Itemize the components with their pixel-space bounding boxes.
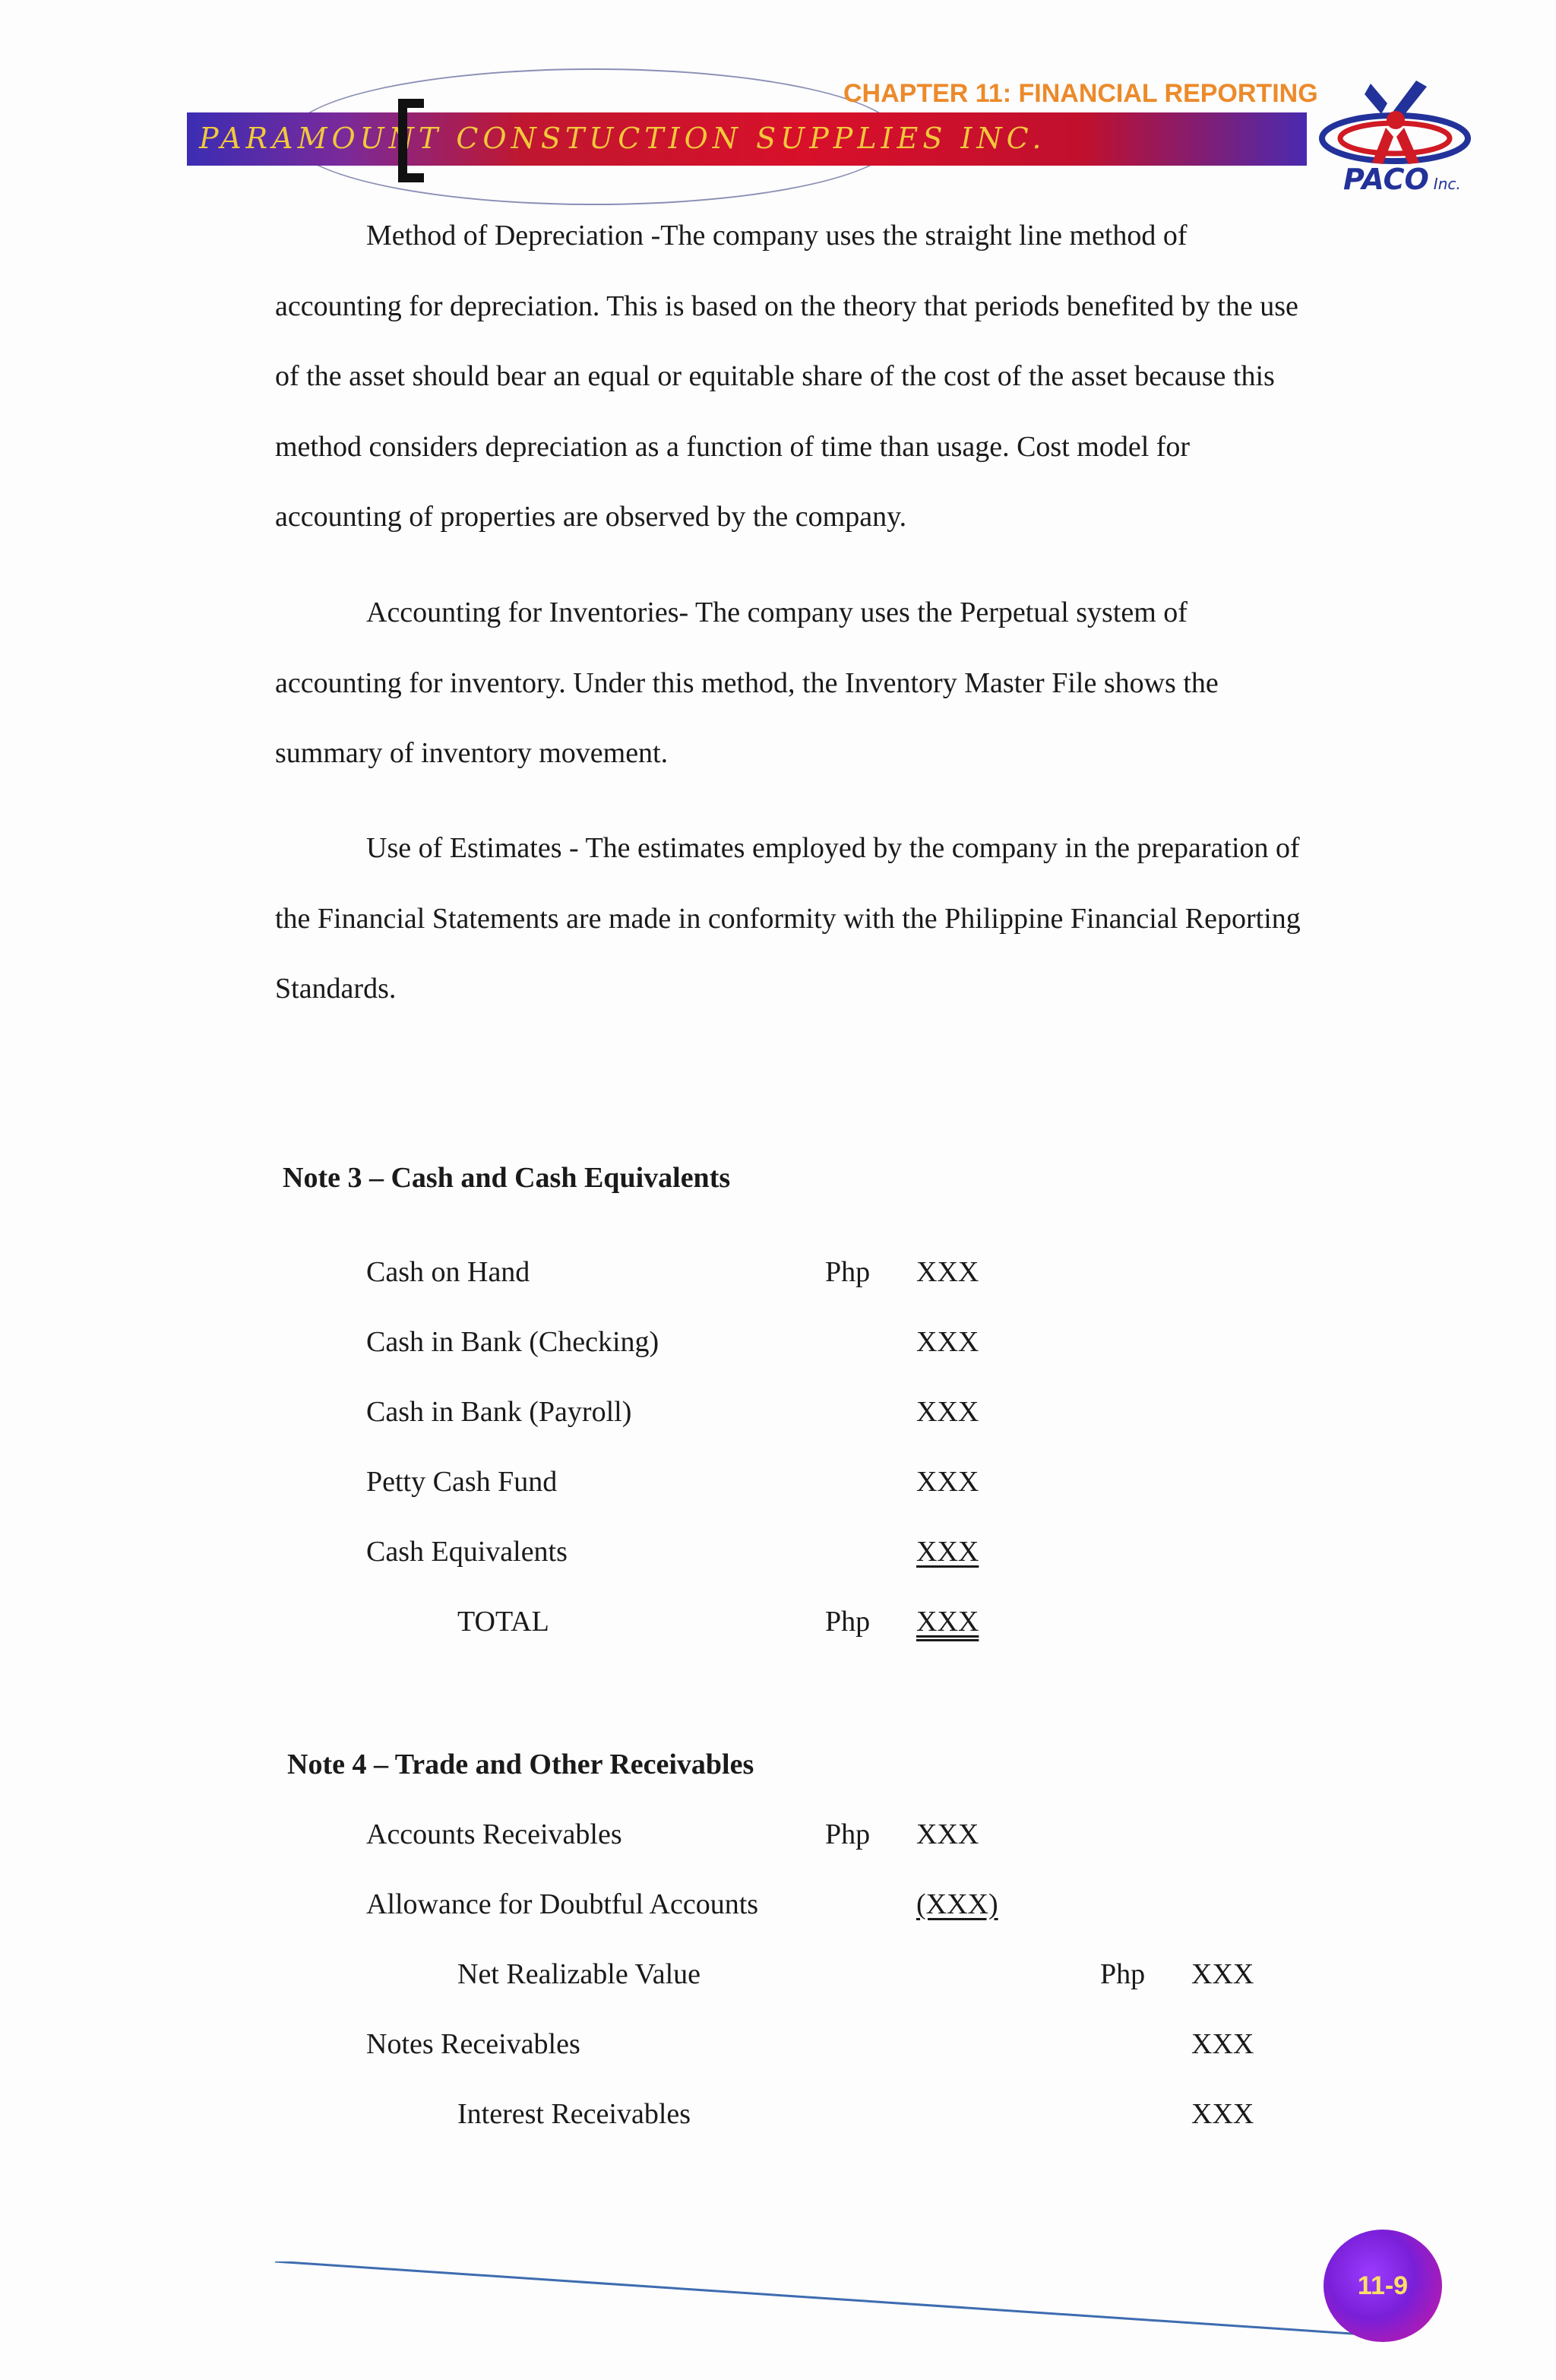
note4-label-interest-receivables: Interest Receivables xyxy=(457,2098,691,2130)
logo-name: PACO xyxy=(1343,163,1429,196)
note4-label-notes-receivables: Notes Receivables xyxy=(366,2028,580,2060)
note3-total-amount: XXX xyxy=(916,1606,979,1638)
logo-text xyxy=(1343,163,1461,196)
text-line: accounting of properties are observed by the company. xyxy=(275,501,907,533)
note3-heading: Note 3 – Cash and Cash Equivalents xyxy=(283,1162,731,1194)
text-line: method considers depreciation as a function of time than usage. Cost model for xyxy=(275,430,1191,463)
text-line: Method of Depreciation -The company uses the straight line method of xyxy=(366,220,1188,252)
footer-divider xyxy=(275,2261,1363,2337)
note3-label-cash-in-bank-checking: Cash in Bank (Checking) xyxy=(366,1326,659,1358)
company-name: PARAMOUNT CONSTUCTION SUPPLIES INC. xyxy=(199,122,1046,155)
note4-amount: XXX xyxy=(1191,2028,1254,2060)
note3-label-cash-equivalents: Cash Equivalents xyxy=(366,1536,568,1568)
paragraph-inventories xyxy=(275,578,1369,789)
note4-amount: XXX xyxy=(916,1818,979,1850)
logo-suffix: Inc. xyxy=(1433,175,1461,193)
text-line: of the asset should bear an equal or equitable share of the cost of the asset because this xyxy=(275,360,1275,392)
note3-amount: XXX xyxy=(916,1256,979,1288)
note3-amount: XXX xyxy=(916,1466,979,1498)
text-line: summary of inventory movement. xyxy=(275,737,669,769)
note3-label-petty-cash-fund: Petty Cash Fund xyxy=(366,1466,558,1498)
page-number: 11-9 xyxy=(1357,2271,1409,2300)
note3-label-cash-on-hand: Cash on Hand xyxy=(366,1256,530,1288)
note3-currency: Php xyxy=(825,1606,871,1638)
note3-amount-underlined: XXX xyxy=(916,1536,979,1568)
note4-label-accounts-receivables: Accounts Receivables xyxy=(366,1818,622,1850)
page-number-badge xyxy=(1324,2230,1442,2342)
note3-label-total: TOTAL xyxy=(457,1606,549,1638)
text-line: accounting for depreciation. This is based on the theory that periods benefited by the use xyxy=(275,290,1298,322)
header-bracket xyxy=(398,99,424,182)
chapter-title: CHAPTER 11: FINANCIAL REPORTING xyxy=(843,79,1318,108)
text-line: Standards. xyxy=(275,973,397,1005)
note3-amount: XXX xyxy=(916,1326,979,1358)
text-line: the Financial Statements are made in conformity with the Philippine Financial Reporting xyxy=(275,902,1301,935)
paragraph-depreciation xyxy=(275,201,1369,552)
note3-label-cash-in-bank-payroll: Cash in Bank (Payroll) xyxy=(366,1396,632,1428)
note4-currency: Php xyxy=(1100,1958,1146,1990)
text-line: Use of Estimates - The estimates employed by the company in the preparation of xyxy=(366,832,1300,864)
note4-amount: XXX xyxy=(1191,1958,1254,1990)
note4-label-allowance-doubtful-accounts: Allowance for Doubtful Accounts xyxy=(366,1888,759,1920)
note4-amount-underlined: (XXX) xyxy=(916,1888,998,1920)
note4-currency: Php xyxy=(825,1818,871,1850)
note4-heading: Note 4 – Trade and Other Receivables xyxy=(287,1749,754,1780)
note4-amount: XXX xyxy=(1191,2098,1254,2130)
text-line: Accounting for Inventories- The company uses the Perpetual system of xyxy=(366,597,1188,628)
note4-label-net-realizable-value: Net Realizable Value xyxy=(457,1958,701,1990)
note3-currency: Php xyxy=(825,1256,871,1288)
paragraph-estimates xyxy=(275,813,1369,1024)
text-line: accounting for inventory. Under this method, the Inventory Master File shows the xyxy=(275,666,1219,699)
note3-amount: XXX xyxy=(916,1396,979,1428)
